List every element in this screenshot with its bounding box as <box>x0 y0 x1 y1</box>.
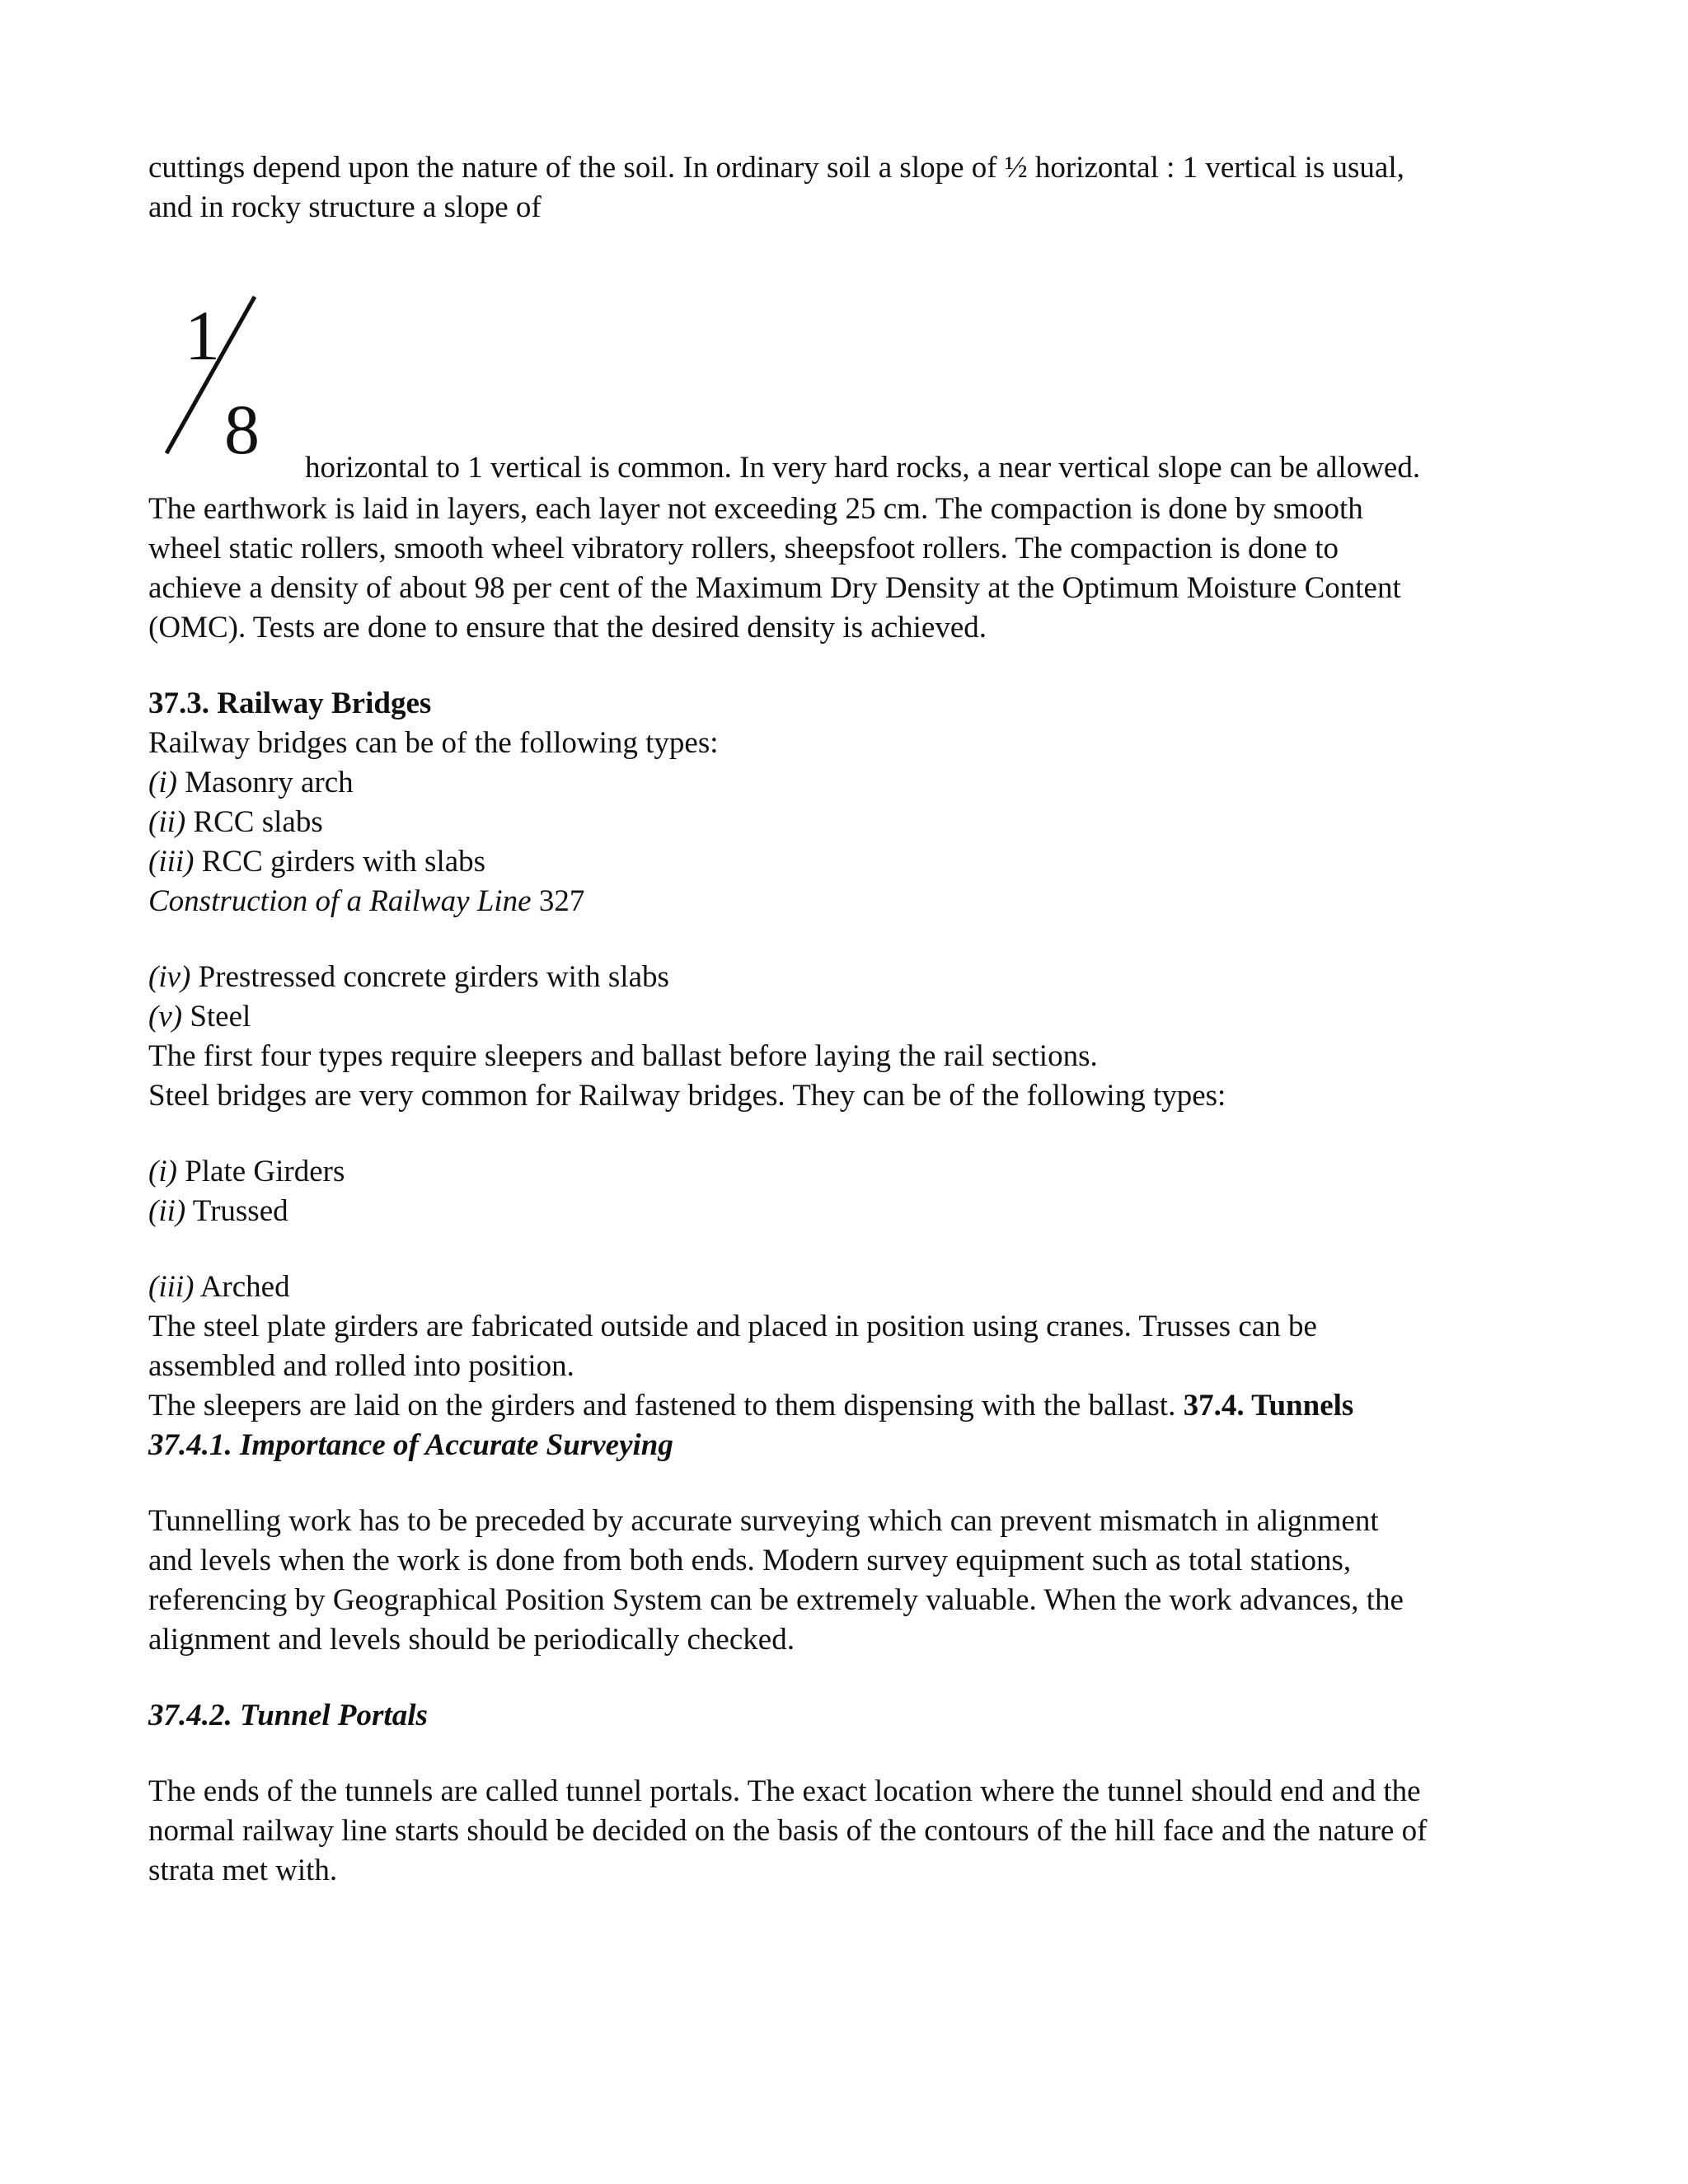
list-item-number: (i) <box>148 1155 177 1188</box>
page-number: 327 <box>531 884 585 918</box>
paragraph-line: The steel plate girders are fabricated outside and placed in position using cranes. Trusses can be <box>148 1310 1317 1343</box>
fraction-one-eighth <box>160 292 292 465</box>
list-item <box>148 1268 1550 1307</box>
list-item-text: Plate Girders <box>176 1155 345 1188</box>
fraction-line <box>148 292 1550 490</box>
running-header-title: Construction of a Railway Line <box>148 884 532 918</box>
list-item <box>148 842 1550 882</box>
paragraph-line: and in rocky structure a slope of <box>148 190 542 224</box>
list-item <box>148 1152 1550 1192</box>
paragraph-line: alignment and levels should be periodically checked. <box>148 1623 795 1657</box>
list-item <box>148 763 1550 803</box>
paragraph-line: Railway bridges can be of the following types: <box>148 726 719 760</box>
list-item-number: (iii) <box>148 1270 195 1304</box>
paragraph-line: (OMC). Tests are done to ensure that the desired density is achieved. <box>148 611 987 644</box>
running-header <box>148 882 1550 921</box>
list-item-number: (ii) <box>148 1194 186 1228</box>
fraction-numerator: 1 <box>185 296 220 375</box>
paragraph-line: achieve a density of about 98 per cent of the Maximum Dry Density at the Optimum Moisture Content <box>148 571 1401 605</box>
list-item-text: Trussed <box>185 1194 288 1228</box>
paragraph-line: normal railway line starts should be decided on the basis of the contours of the hill face and the nature of <box>148 1814 1428 1848</box>
list-item-text: RCC slabs <box>185 805 323 839</box>
subsection-heading-accurate-surveying: 37.4.1. Importance of Accurate Surveying <box>148 1428 673 1462</box>
fraction-denominator: 8 <box>224 390 260 465</box>
list-item <box>148 1192 1550 1231</box>
list-item-text: Prestressed concrete girders with slabs <box>190 960 669 994</box>
list-item-number: (iii) <box>148 845 195 879</box>
section-heading-tunnels: 37.4. Tunnels <box>1183 1389 1354 1422</box>
list-item <box>148 997 1550 1037</box>
list-item-text: Masonry arch <box>176 766 354 799</box>
list-item-text: Steel <box>182 1000 251 1033</box>
paragraph-line: Steel bridges are very common for Railway bridges. They can be of the following types: <box>148 1079 1226 1113</box>
paragraph-line: cuttings depend upon the nature of the soil. In ordinary soil a slope of ½ horizontal : 1 vertical is usual, <box>148 151 1404 185</box>
subsection-heading-tunnel-portals: 37.4.2. Tunnel Portals <box>148 1699 428 1732</box>
paragraph-line: wheel static rollers, smooth wheel vibratory rollers, sheepsfoot rollers. The compaction is done to <box>148 532 1339 565</box>
paragraph-line <box>148 1386 1550 1426</box>
paragraph-line: The earthwork is laid in layers, each layer not exceeding 25 cm. The compaction is done by smooth <box>148 492 1363 526</box>
list-item <box>148 803 1550 842</box>
list-item-text: RCC girders with slabs <box>194 845 486 879</box>
section-heading-railway-bridges: 37.3. Railway Bridges <box>148 687 432 720</box>
list-item-number: (i) <box>148 766 177 799</box>
list-item-number: (v) <box>148 1000 183 1033</box>
list-item-text: Arched <box>194 1270 290 1304</box>
paragraph-line: The ends of the tunnels are called tunnel portals. The exact location where the tunnel should end and the <box>148 1774 1421 1808</box>
paragraph-line: Tunnelling work has to be preceded by accurate surveying which can prevent mismatch in alignment <box>148 1504 1379 1538</box>
list-item-number: (ii) <box>148 805 186 839</box>
paragraph-line: horizontal to 1 vertical is common. In very hard rocks, a near vertical slope can be allowed. <box>305 451 1421 485</box>
paragraph-text: The sleepers are laid on the girders and fastened to them dispensing with the ballast. <box>148 1389 1184 1422</box>
paragraph-line: The first four types require sleepers and ballast before laying the rail sections. <box>148 1039 1098 1073</box>
document-page <box>148 148 1550 1891</box>
paragraph-line: referencing by Geographical Position System can be extremely valuable. When the work advances, the <box>148 1583 1404 1617</box>
paragraph-line: strata met with. <box>148 1854 338 1887</box>
list-item <box>148 958 1550 997</box>
paragraph-line: and levels when the work is done from both ends. Modern survey equipment such as total stations, <box>148 1544 1352 1577</box>
list-item-number: (iv) <box>148 960 191 994</box>
paragraph-line: assembled and rolled into position. <box>148 1349 574 1383</box>
